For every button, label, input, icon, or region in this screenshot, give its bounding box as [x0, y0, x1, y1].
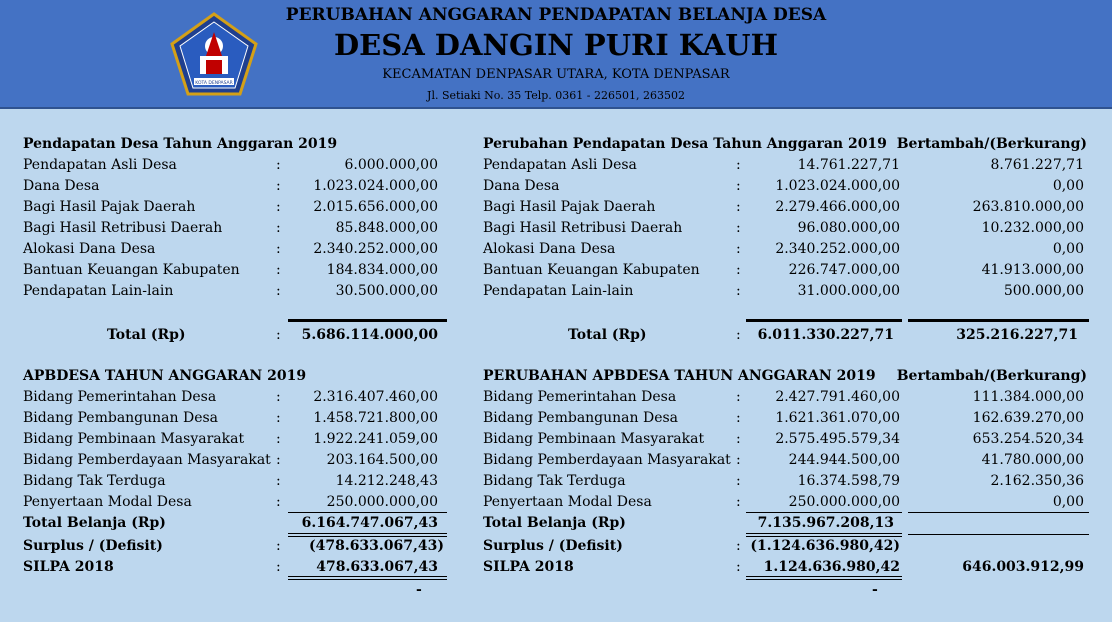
colon: : — [736, 538, 741, 554]
apb-left-value: 250.000.000,00 — [326, 494, 438, 510]
apb-right-diff: 111.384.000,00 — [972, 389, 1084, 405]
income-right-label: Pendapatan Lain-lain — [483, 283, 634, 299]
income-right-diff: 0,00 — [1052, 241, 1084, 257]
income-right-value: 31.000.000,00 — [797, 283, 900, 299]
colon: : — [736, 559, 741, 575]
colon: : — [276, 452, 281, 468]
income-left-label: Bantuan Keuangan Kabupaten — [23, 262, 240, 278]
income-left-value: 2.340.252.000,00 — [313, 241, 438, 257]
apb-left-label: Bidang Pemerintahan Desa — [23, 389, 217, 405]
income-right-diff: 10.232.000,00 — [981, 220, 1084, 236]
colon: : — [736, 473, 741, 489]
colon: : — [276, 178, 281, 194]
apb-right-label: Bidang Pemerintahan Desa — [483, 389, 677, 405]
apb-left-value: 2.316.407.460,00 — [313, 389, 438, 405]
apb-left-title: APBDESA TAHUN ANGGARAN 2019 — [23, 368, 307, 384]
apb-left-silpa-label: SILPA 2018 — [23, 559, 114, 575]
income-right-value: 1.023.024.000,00 — [775, 178, 900, 194]
income-left-value: 85.848.000,00 — [335, 220, 438, 236]
apb-right-surplus-value: (1.124.636.980,42) — [750, 538, 900, 554]
colon: : — [276, 327, 281, 343]
colon: : — [736, 220, 741, 236]
colon: : — [276, 410, 281, 426]
apb-left-surplus-value: (478.633.067,43) — [308, 538, 444, 554]
income-left-value: 184.834.000,00 — [326, 262, 438, 278]
apb-left-label: Bidang Tak Terduga — [23, 473, 166, 489]
income-left-value: 6.000.000,00 — [344, 157, 438, 173]
apb-right-title: PERUBAHAN APBDESA TAHUN ANGGARAN 2019 — [483, 368, 876, 384]
apb-left-label: Bidang Pemberdayaan Masyarakat — [23, 452, 271, 468]
budget-panel — [8, 115, 1106, 615]
apb-left-value: 203.164.500,00 — [326, 452, 438, 468]
apb-right-value: 250.000.000,00 — [788, 494, 900, 510]
income-right-diff-rule — [908, 319, 1089, 322]
colon: : — [276, 494, 281, 510]
income-right-diff: 500.000,00 — [1003, 283, 1084, 299]
apb-right-value: 16.374.598,79 — [797, 473, 900, 489]
income-left-value: 1.023.024.000,00 — [313, 178, 438, 194]
colon: : — [736, 241, 741, 257]
income-left-label: Pendapatan Asli Desa — [23, 157, 177, 173]
apb-right-diff: 41.780.000,00 — [981, 452, 1084, 468]
income-left-value: 30.500.000,00 — [335, 283, 438, 299]
apb-right-diff-title: Bertambah/(Berkurang) — [896, 368, 1087, 384]
apb-left-total-value: 6.164.747.067,43 — [301, 515, 438, 531]
apb-left-label: Bidang Pembangunan Desa — [23, 410, 219, 426]
income-right-diff-title: Bertambah/(Berkurang) — [896, 136, 1087, 152]
apb-right-value: 244.944.500,00 — [788, 452, 900, 468]
apb-right-label: Bidang Pembinaan Masyarakat — [483, 431, 705, 447]
income-right-total-label: Total (Rp) — [568, 327, 647, 343]
income-right-label: Bagi Hasil Retribusi Daerah — [483, 220, 683, 236]
colon: : — [736, 262, 741, 278]
apb-right-diff-rule-top — [908, 512, 1089, 513]
income-left-title: Pendapatan Desa Tahun Anggaran 2019 — [23, 136, 338, 152]
apb-left-silpa-rule — [288, 576, 447, 580]
colon: : — [736, 452, 741, 468]
colon: : — [276, 389, 281, 405]
apb-right-silpa-label: SILPA 2018 — [483, 559, 574, 575]
income-right-diff: 41.913.000,00 — [981, 262, 1084, 278]
colon: : — [276, 431, 281, 447]
village-name-title: DESA DANGIN PURI KAUH — [334, 28, 778, 62]
apb-right-diff: 0,00 — [1052, 494, 1084, 510]
income-right-value: 2.279.466.000,00 — [775, 199, 900, 215]
apb-left-label: Bidang Pembinaan Masyarakat — [23, 431, 245, 447]
apb-right-total-value: 7.135.967.208,13 — [757, 515, 894, 531]
apb-right-dash: - — [872, 582, 878, 598]
colon: : — [736, 199, 741, 215]
income-right-total-diff: 325.216.227,71 — [956, 327, 1078, 343]
colon: : — [736, 410, 741, 426]
apb-right-label: Penyertaan Modal Desa — [483, 494, 652, 510]
income-right-label: Bantuan Keuangan Kabupaten — [483, 262, 700, 278]
apb-right-diff: 2.162.350,36 — [990, 473, 1084, 489]
apb-right-surplus-label: Surplus / (Defisit) — [483, 538, 623, 554]
apb-left-silpa-value: 478.633.067,43 — [316, 559, 438, 575]
header-line-1: PERUBAHAN ANGGARAN PENDAPATAN BELANJA DESA — [285, 5, 827, 25]
colon: : — [276, 220, 281, 236]
income-left-total-value: 5.686.114.000,00 — [301, 327, 438, 343]
income-right-value: 14.761.227,71 — [797, 157, 900, 173]
apb-left-label: Penyertaan Modal Desa — [23, 494, 192, 510]
income-right-value: 96.080.000,00 — [797, 220, 900, 236]
income-left-label: Bagi Hasil Retribusi Daerah — [23, 220, 223, 236]
apb-right-total-label: Total Belanja (Rp) — [483, 515, 626, 531]
income-right-diff: 8.761.227,71 — [990, 157, 1084, 173]
apb-right-total-rule-top — [746, 512, 902, 513]
apb-right-label: Bidang Tak Terduga — [483, 473, 626, 489]
apb-right-value: 2.575.495.579,34 — [775, 431, 900, 447]
income-left-label: Alokasi Dana Desa — [23, 241, 156, 257]
income-right-total-value: 6.011.330.227,71 — [757, 327, 894, 343]
apb-right-label: Bidang Pemberdayaan Masyarakat — [483, 452, 731, 468]
apb-left-value: 14.212.248,43 — [335, 473, 438, 489]
colon: : — [736, 431, 741, 447]
income-left-label: Bagi Hasil Pajak Daerah — [23, 199, 196, 215]
income-right-label: Bagi Hasil Pajak Daerah — [483, 199, 656, 215]
income-left-label: Dana Desa — [23, 178, 100, 194]
colon: : — [736, 178, 741, 194]
colon: : — [736, 494, 741, 510]
income-right-diff: 263.810.000,00 — [972, 199, 1084, 215]
header-district: KECAMATAN DENPASAR UTARA, KOTA DENPASAR — [382, 67, 730, 82]
income-right-total-rule — [746, 319, 902, 322]
apb-left-surplus-label: Surplus / (Defisit) — [23, 538, 163, 554]
apb-left-dash: - — [416, 582, 422, 598]
apb-right-diff: 653.254.520,34 — [972, 431, 1084, 447]
colon: : — [736, 389, 741, 405]
colon: : — [276, 538, 281, 554]
colon: : — [276, 157, 281, 173]
colon: : — [276, 473, 281, 489]
apb-right-label: Bidang Pembangunan Desa — [483, 410, 679, 426]
income-left-value: 2.015.656.000,00 — [313, 199, 438, 215]
income-right-value: 2.340.252.000,00 — [775, 241, 900, 257]
colon: : — [276, 262, 281, 278]
colon: : — [276, 241, 281, 257]
apb-left-value: 1.458.721.800,00 — [313, 410, 438, 426]
income-right-title: Perubahan Pendapatan Desa Tahun Anggaran 2019 — [483, 136, 887, 152]
header-address: Jl. Setiaki No. 35 Telp. 0361 - 226501, 263502 — [427, 89, 685, 102]
apb-left-total-rule-top — [288, 512, 447, 513]
apb-right-diff: 162.639.270,00 — [972, 410, 1084, 426]
apb-right-silpa-rule — [746, 576, 902, 580]
income-right-diff: 0,00 — [1052, 178, 1084, 194]
apb-right-diff-rule — [908, 534, 1089, 535]
income-left-label: Pendapatan Lain-lain — [23, 283, 174, 299]
colon: : — [276, 283, 281, 299]
apb-right-value: 1.621.361.070,00 — [775, 410, 900, 426]
colon: : — [276, 559, 281, 575]
income-left-total-rule — [288, 319, 447, 322]
colon: : — [276, 199, 281, 215]
income-right-label: Alokasi Dana Desa — [483, 241, 616, 257]
income-left-total-label: Total (Rp) — [107, 327, 186, 343]
apb-right-silpa-value: 1.124.636.980,42 — [763, 559, 900, 575]
income-right-value: 226.747.000,00 — [788, 262, 900, 278]
income-right-label: Dana Desa — [483, 178, 560, 194]
apb-left-total-label: Total Belanja (Rp) — [23, 515, 166, 531]
emblem-text: KOTA DENPASAR — [195, 81, 233, 86]
apb-right-silpa-diff: 646.003.912,99 — [962, 559, 1084, 575]
colon: : — [736, 327, 741, 343]
colon: : — [736, 283, 741, 299]
document-header — [0, 0, 1112, 109]
colon: : — [736, 157, 741, 173]
apb-right-value: 2.427.791.460,00 — [775, 389, 900, 405]
income-right-label: Pendapatan Asli Desa — [483, 157, 637, 173]
apb-left-value: 1.922.241.059,00 — [313, 431, 438, 447]
